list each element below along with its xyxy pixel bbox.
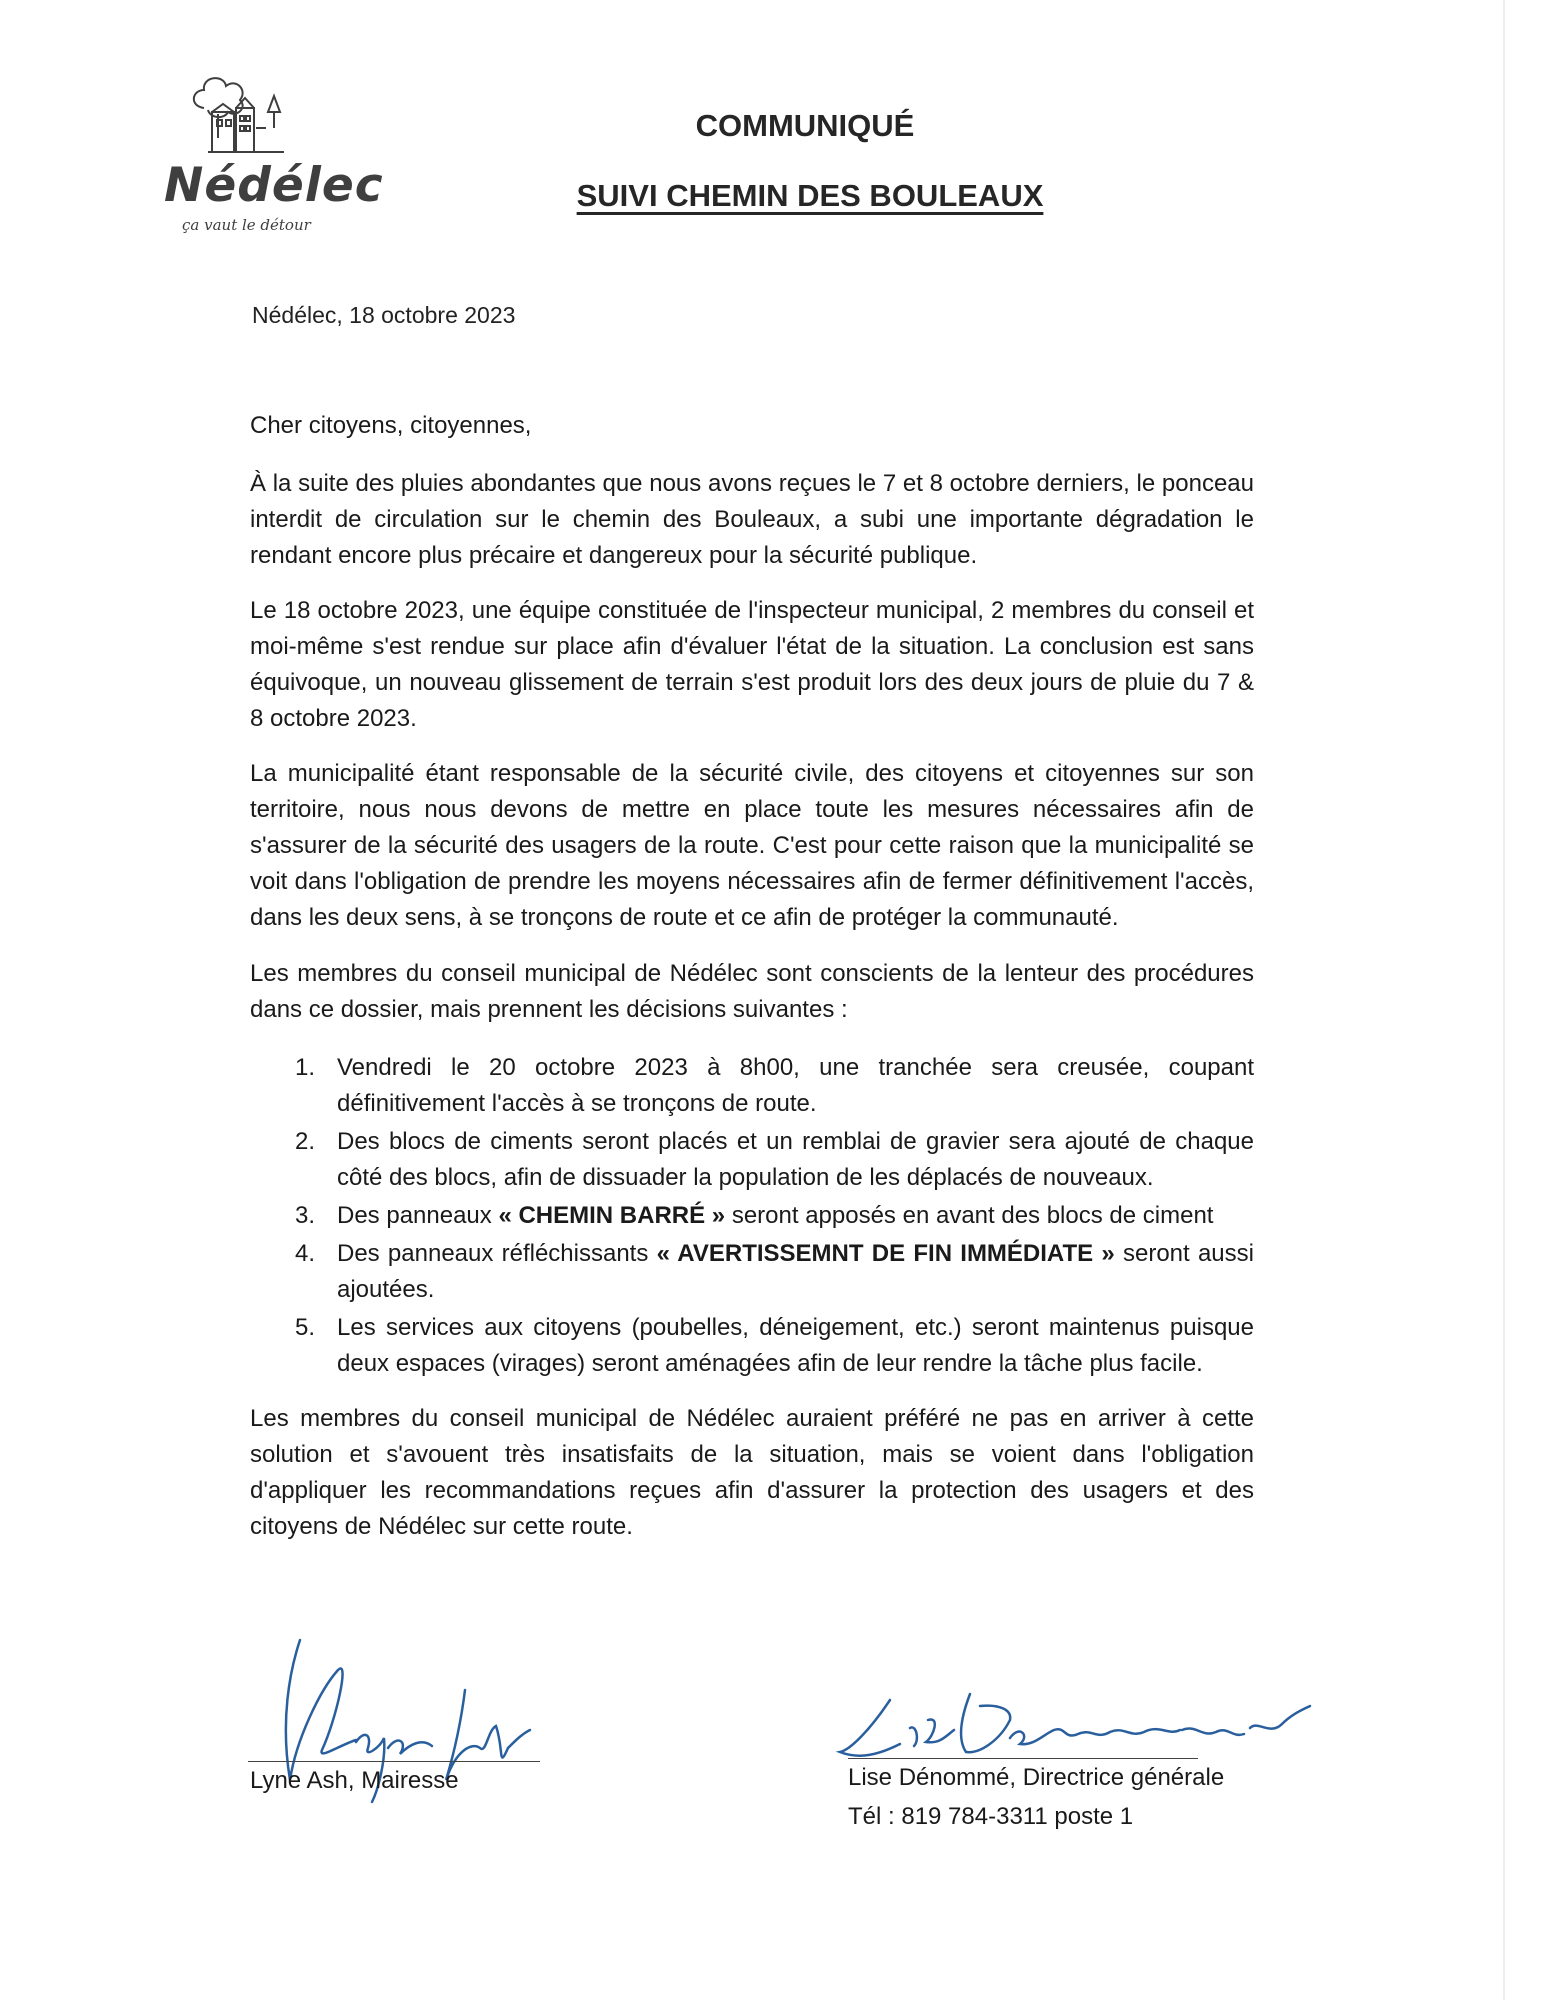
decision-number: 5.: [295, 1314, 316, 1341]
paragraph-4: Les membres du conseil municipal de Nédélec sont conscients de la lenteur des procédures dans ce dossier, mais prennent les décisions suivantes :: [250, 960, 1254, 1023]
paragraph-3: La municipalité étant responsable de la sécurité civile, des citoyens et citoyennes sur son territoire, nous nous devons de mettre en place toute les mesures nécessaires afin de s'assurer de la sécurité des usagers de la route. C'est pour cette raison que la municipalité se voit dans l'obligation de prendre les moyens nécessaires afin de fermer définitivement l'accès, dans les deux sens, à se tronçons de route et ce afin de protéger la communauté.: [250, 760, 1254, 931]
decision-item: [250, 1236, 1254, 1308]
decision-item: [250, 1198, 1254, 1234]
decisions-list: [250, 1050, 1254, 1384]
letter-greeting: Cher citoyens, citoyennes,: [250, 412, 532, 439]
decision-text: Des panneaux: [337, 1202, 499, 1229]
decision-item: [250, 1124, 1254, 1196]
decision-emphasis: « CHEMIN BARRÉ »: [498, 1202, 726, 1229]
decision-text: Vendredi le 20 octobre 2023 à 8h00, une tranchée sera creusée, coupant définitivement l'accès à se tronçons de route.: [337, 1054, 1254, 1117]
decision-number: 4.: [295, 1240, 316, 1267]
decision-number: 3.: [295, 1202, 316, 1229]
decision-emphasis: « AVERTISSEMNT DE FIN IMMÉDIATE »: [656, 1240, 1115, 1267]
decision-text: Les services aux citoyens (poubelles, déneigement, etc.) seront maintenus puisque deux espaces (virages) seront aménagées afin de leur rendre la tâche plus facile.: [337, 1314, 1254, 1377]
mayor-name: Lyne Ash, Mairesse: [250, 1767, 459, 1794]
page-edge: [1503, 0, 1505, 2000]
decision-text-end: seront aussi ajoutées.: [337, 1240, 1254, 1303]
decision-number: 2.: [295, 1128, 316, 1155]
director-name: Lise Dénommé, Directrice générale: [848, 1764, 1225, 1791]
logo-slogan: ça vaut le détour: [182, 216, 311, 234]
subtitle-text: SUIVI CHEMIN DES BOULEAUX: [576, 178, 1044, 213]
decision-text-end: seront apposés en avant des blocs de ciment: [725, 1202, 1214, 1229]
document-title: COMMUNIQUÉ: [695, 108, 915, 143]
decision-text: Des blocs de ciments seront placés et un remblai de gravier sera ajouté de chaque côté des blocs, afin de dissuader la population de les déplacés de nouveaux.: [337, 1128, 1254, 1191]
decision-number: 1.: [295, 1054, 316, 1081]
decision-item: [250, 1050, 1254, 1122]
document-subtitle: [570, 180, 1050, 211]
decision-item: [250, 1310, 1254, 1382]
director-phone: Tél : 819 784-3311 poste 1: [848, 1803, 1134, 1830]
municipality-logo: [140, 68, 384, 238]
mayor-signature-line: [248, 1761, 540, 1762]
director-signature-line: [848, 1758, 1198, 1759]
paragraph-1: À la suite des pluies abondantes que nous avons reçues le 7 et 8 octobre derniers, le ponceau interdit de circulation sur le chemin des Bouleaux, a subi une importante dégradation le rendant encore plus précaire et dangereux pour la sécurité publique.: [250, 470, 1254, 569]
village-drawing-icon: [184, 68, 324, 158]
logo-name: Nédélec: [164, 158, 384, 213]
closing-paragraph: Les membres du conseil municipal de Nédélec auraient préféré ne pas en arriver à cette solution et s'avouent très insatisfaits de la situation, mais se voient dans l'obligation d'appliquer les recommandations reçues afin d'assurer la protection des usagers et des citoyens de Nédélec sur cette route.: [250, 1405, 1254, 1540]
paragraph-2: Le 18 octobre 2023, une équipe constituée de l'inspecteur municipal, 2 membres du conseil et moi-même s'est rendue sur place afin d'évaluer l'état de la situation. La conclusion est sans équivoque, un nouveau glissement de terrain s'est produit lors des deux jours de pluie du 7 & 8 octobre 2023.: [250, 597, 1254, 732]
decision-text: Des panneaux réfléchissants: [337, 1240, 657, 1267]
letter-date: Nédélec, 18 octobre 2023: [252, 302, 516, 328]
